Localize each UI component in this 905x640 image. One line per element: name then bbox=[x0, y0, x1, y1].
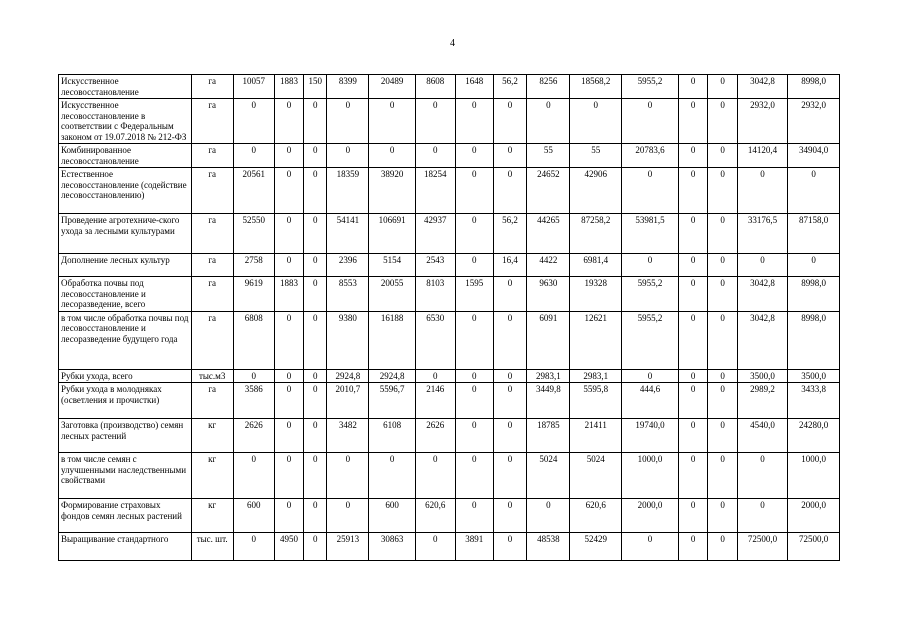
table-cell: 0 bbox=[233, 144, 274, 168]
table-cell: 0 bbox=[415, 453, 455, 499]
table-cell: 8553 bbox=[327, 277, 369, 312]
table-cell: 8256 bbox=[527, 75, 570, 99]
row-label: Естественное лесовосстановление (содействие лесовосстановлению) bbox=[59, 168, 192, 214]
table-row bbox=[59, 168, 840, 214]
table-cell: 19740,0 bbox=[622, 419, 679, 453]
row-label: Рубки ухода, всего bbox=[59, 369, 192, 383]
table-cell: 620,6 bbox=[415, 499, 455, 533]
table-row bbox=[59, 533, 840, 561]
table-cell: 0 bbox=[493, 99, 527, 144]
row-unit: кг bbox=[191, 419, 233, 453]
row-unit: га bbox=[191, 144, 233, 168]
table-cell: 20783,6 bbox=[622, 144, 679, 168]
table-row bbox=[59, 369, 840, 383]
table-cell: 2924,8 bbox=[369, 369, 415, 383]
row-label: Проведение агротехниче-ского ухода за лесными культурами bbox=[59, 214, 192, 254]
table-cell: 5024 bbox=[527, 453, 570, 499]
table-cell: 2983,1 bbox=[527, 369, 570, 383]
row-label: Формирование страховых фондов семян лесных растений bbox=[59, 499, 192, 533]
table-cell: 0 bbox=[455, 369, 493, 383]
table-cell: 53981,5 bbox=[622, 214, 679, 254]
table-cell: 0 bbox=[274, 311, 303, 369]
row-unit: га bbox=[191, 254, 233, 277]
table-cell: 5955,2 bbox=[622, 277, 679, 312]
row-label: в том числе семян с улучшенными наследственными свойствами bbox=[59, 453, 192, 499]
row-label: в том числе обработка почвы под лесовосстановление и лесоразведение будущего года bbox=[59, 311, 192, 369]
table-cell: 10057 bbox=[233, 75, 274, 99]
table-cell: 9619 bbox=[233, 277, 274, 312]
table-cell: 4422 bbox=[527, 254, 570, 277]
table-cell: 1883 bbox=[274, 75, 303, 99]
table-cell: 444,6 bbox=[622, 383, 679, 419]
table-cell: 0 bbox=[304, 99, 327, 144]
table-cell: 0 bbox=[737, 453, 788, 499]
table-cell: 0 bbox=[708, 533, 737, 561]
table-cell: 30863 bbox=[369, 533, 415, 561]
table-cell: 72500,0 bbox=[737, 533, 788, 561]
table-cell: 0 bbox=[455, 99, 493, 144]
table-cell: 20489 bbox=[369, 75, 415, 99]
table-cell: 0 bbox=[304, 144, 327, 168]
table-cell: 0 bbox=[274, 168, 303, 214]
row-unit: га bbox=[191, 277, 233, 312]
table-cell: 5955,2 bbox=[622, 75, 679, 99]
table-cell: 150 bbox=[304, 75, 327, 99]
table-cell: 0 bbox=[678, 453, 707, 499]
table-cell: 0 bbox=[622, 254, 679, 277]
table-cell: 5024 bbox=[570, 453, 622, 499]
table-cell: 0 bbox=[678, 99, 707, 144]
table-cell: 0 bbox=[415, 369, 455, 383]
table-cell: 0 bbox=[570, 99, 622, 144]
table-row bbox=[59, 311, 840, 369]
table-cell: 6091 bbox=[527, 311, 570, 369]
table-cell: 0 bbox=[304, 453, 327, 499]
table-cell: 0 bbox=[274, 144, 303, 168]
table-cell: 2010,7 bbox=[327, 383, 369, 419]
table-cell: 2543 bbox=[415, 254, 455, 277]
table-cell: 55 bbox=[570, 144, 622, 168]
table-cell: 0 bbox=[369, 144, 415, 168]
table-cell: 2758 bbox=[233, 254, 274, 277]
table-cell: 0 bbox=[708, 311, 737, 369]
table-cell: 6530 bbox=[415, 311, 455, 369]
table-cell: 0 bbox=[455, 168, 493, 214]
table-cell: 0 bbox=[527, 99, 570, 144]
table-cell: 0 bbox=[455, 383, 493, 419]
table-cell: 0 bbox=[622, 168, 679, 214]
table-cell: 0 bbox=[493, 144, 527, 168]
table-cell: 8608 bbox=[415, 75, 455, 99]
table-cell: 8998,0 bbox=[788, 75, 840, 99]
table-cell: 2146 bbox=[415, 383, 455, 419]
table-cell: 0 bbox=[327, 99, 369, 144]
table-cell: 3500,0 bbox=[737, 369, 788, 383]
table-cell: 42937 bbox=[415, 214, 455, 254]
table-cell: 0 bbox=[788, 168, 840, 214]
table-cell: 0 bbox=[493, 277, 527, 312]
table-cell: 0 bbox=[304, 254, 327, 277]
table-cell: 3042,8 bbox=[737, 277, 788, 312]
table-cell: 620,6 bbox=[570, 499, 622, 533]
table-cell: 6808 bbox=[233, 311, 274, 369]
table-cell: 18359 bbox=[327, 168, 369, 214]
table-row bbox=[59, 214, 840, 254]
table-cell: 0 bbox=[304, 168, 327, 214]
table-cell: 0 bbox=[622, 99, 679, 144]
table-cell: 0 bbox=[233, 369, 274, 383]
table-cell: 0 bbox=[708, 144, 737, 168]
table-cell: 14120,4 bbox=[737, 144, 788, 168]
table-cell: 0 bbox=[455, 419, 493, 453]
table-cell: 0 bbox=[233, 533, 274, 561]
table-cell: 0 bbox=[327, 144, 369, 168]
table-cell: 8998,0 bbox=[788, 311, 840, 369]
table-cell: 44265 bbox=[527, 214, 570, 254]
table-cell: 9380 bbox=[327, 311, 369, 369]
table-cell: 0 bbox=[493, 168, 527, 214]
table-cell: 2989,2 bbox=[737, 383, 788, 419]
table-cell: 19328 bbox=[570, 277, 622, 312]
table-cell: 0 bbox=[455, 453, 493, 499]
table-cell: 0 bbox=[455, 499, 493, 533]
row-label: Искусственное лесовосстановление bbox=[59, 75, 192, 99]
table-cell: 8399 bbox=[327, 75, 369, 99]
table-cell: 0 bbox=[274, 419, 303, 453]
table-cell: 6108 bbox=[369, 419, 415, 453]
table-cell: 21411 bbox=[570, 419, 622, 453]
row-unit: га bbox=[191, 383, 233, 419]
table-cell: 54141 bbox=[327, 214, 369, 254]
table-cell: 0 bbox=[304, 311, 327, 369]
table-cell: 0 bbox=[274, 214, 303, 254]
table-cell: 0 bbox=[415, 533, 455, 561]
table-cell: 1000,0 bbox=[622, 453, 679, 499]
table-cell: 0 bbox=[493, 499, 527, 533]
table-cell: 0 bbox=[274, 369, 303, 383]
table-cell: 18254 bbox=[415, 168, 455, 214]
table-cell: 0 bbox=[304, 499, 327, 533]
table-cell: 0 bbox=[455, 144, 493, 168]
table-cell: 3449,8 bbox=[527, 383, 570, 419]
table-cell: 0 bbox=[415, 99, 455, 144]
table-cell: 0 bbox=[708, 499, 737, 533]
table-cell: 0 bbox=[788, 254, 840, 277]
table-cell: 0 bbox=[678, 383, 707, 419]
table-cell: 0 bbox=[737, 168, 788, 214]
row-unit: тыс. шт. bbox=[191, 533, 233, 561]
table-cell: 0 bbox=[708, 168, 737, 214]
table-cell: 0 bbox=[233, 453, 274, 499]
table-cell: 16,4 bbox=[493, 254, 527, 277]
table-cell: 0 bbox=[493, 369, 527, 383]
row-label: Выращивание стандартного bbox=[59, 533, 192, 561]
table-cell: 0 bbox=[327, 499, 369, 533]
table-cell: 5955,2 bbox=[622, 311, 679, 369]
table-cell: 0 bbox=[274, 453, 303, 499]
table-cell: 0 bbox=[304, 419, 327, 453]
table-cell: 1595 bbox=[455, 277, 493, 312]
table-cell: 5595,8 bbox=[570, 383, 622, 419]
table-cell: 0 bbox=[737, 254, 788, 277]
table-cell: 4950 bbox=[274, 533, 303, 561]
table-cell: 18568,2 bbox=[570, 75, 622, 99]
table-cell: 87258,2 bbox=[570, 214, 622, 254]
table-cell: 0 bbox=[737, 499, 788, 533]
table-cell: 3891 bbox=[455, 533, 493, 561]
row-label: Искусственное лесовосстановление в соответствии с Федеральным законом от 19.07.2018 № 212-ФЗ bbox=[59, 99, 192, 144]
table-cell: 0 bbox=[622, 533, 679, 561]
table-row bbox=[59, 277, 840, 312]
table-cell: 52429 bbox=[570, 533, 622, 561]
table-cell: 1883 bbox=[274, 277, 303, 312]
table-cell: 0 bbox=[678, 277, 707, 312]
table-cell: 2396 bbox=[327, 254, 369, 277]
table-cell: 1648 bbox=[455, 75, 493, 99]
table-cell: 1000,0 bbox=[788, 453, 840, 499]
table-cell: 0 bbox=[327, 453, 369, 499]
table-cell: 9630 bbox=[527, 277, 570, 312]
table-cell: 0 bbox=[455, 311, 493, 369]
table-cell: 0 bbox=[493, 383, 527, 419]
row-label: Рубки ухода в молодняках (осветления и прочистки) bbox=[59, 383, 192, 419]
table-cell: 600 bbox=[233, 499, 274, 533]
row-unit: га bbox=[191, 75, 233, 99]
table-cell: 0 bbox=[233, 99, 274, 144]
table-cell: 3433,8 bbox=[788, 383, 840, 419]
table-cell: 5154 bbox=[369, 254, 415, 277]
table-cell: 0 bbox=[678, 533, 707, 561]
table-cell: 0 bbox=[708, 214, 737, 254]
table-cell: 0 bbox=[274, 254, 303, 277]
row-label: Комбинированное лесовосстановление bbox=[59, 144, 192, 168]
table-cell: 3482 bbox=[327, 419, 369, 453]
table-cell: 24280,0 bbox=[788, 419, 840, 453]
table-cell: 0 bbox=[678, 254, 707, 277]
table-cell: 2983,1 bbox=[570, 369, 622, 383]
table-cell: 0 bbox=[369, 99, 415, 144]
table-row bbox=[59, 75, 840, 99]
table-cell: 52550 bbox=[233, 214, 274, 254]
table-cell: 25913 bbox=[327, 533, 369, 561]
table-cell: 2626 bbox=[233, 419, 274, 453]
table-cell: 12621 bbox=[570, 311, 622, 369]
page-number: 4 bbox=[450, 38, 455, 49]
table-cell: 0 bbox=[678, 369, 707, 383]
table-cell: 0 bbox=[622, 369, 679, 383]
table-cell: 0 bbox=[493, 453, 527, 499]
table-row bbox=[59, 99, 840, 144]
table-cell: 0 bbox=[708, 254, 737, 277]
table-cell: 0 bbox=[678, 168, 707, 214]
table-row bbox=[59, 383, 840, 419]
table-cell: 0 bbox=[678, 144, 707, 168]
table-cell: 42906 bbox=[570, 168, 622, 214]
table-cell: 4540,0 bbox=[737, 419, 788, 453]
table-cell: 38920 bbox=[369, 168, 415, 214]
row-unit: га bbox=[191, 99, 233, 144]
table-cell: 3042,8 bbox=[737, 75, 788, 99]
table-cell: 18785 bbox=[527, 419, 570, 453]
table-cell: 56,2 bbox=[493, 75, 527, 99]
table-cell: 5596,7 bbox=[369, 383, 415, 419]
table-cell: 20055 bbox=[369, 277, 415, 312]
table-cell: 0 bbox=[493, 311, 527, 369]
table-cell: 0 bbox=[304, 277, 327, 312]
table-cell: 0 bbox=[708, 453, 737, 499]
table-cell: 2932,0 bbox=[788, 99, 840, 144]
table-cell: 34904,0 bbox=[788, 144, 840, 168]
table-cell: 0 bbox=[708, 99, 737, 144]
table-cell: 0 bbox=[369, 453, 415, 499]
table-cell: 600 bbox=[369, 499, 415, 533]
table-cell: 0 bbox=[678, 75, 707, 99]
table-cell: 0 bbox=[708, 419, 737, 453]
row-label: Дополнение лесных культур bbox=[59, 254, 192, 277]
table-cell: 8998,0 bbox=[788, 277, 840, 312]
table-cell: 0 bbox=[274, 499, 303, 533]
table-cell: 0 bbox=[304, 383, 327, 419]
table-cell: 55 bbox=[527, 144, 570, 168]
table-cell: 3042,8 bbox=[737, 311, 788, 369]
table-row bbox=[59, 419, 840, 453]
row-unit: кг bbox=[191, 453, 233, 499]
table-cell: 87158,0 bbox=[788, 214, 840, 254]
row-unit: тыс.м3 bbox=[191, 369, 233, 383]
table-cell: 48538 bbox=[527, 533, 570, 561]
table-cell: 2924,8 bbox=[327, 369, 369, 383]
table-cell: 0 bbox=[678, 311, 707, 369]
table-cell: 0 bbox=[708, 383, 737, 419]
table-cell: 0 bbox=[678, 419, 707, 453]
table-cell: 0 bbox=[455, 214, 493, 254]
row-unit: га bbox=[191, 168, 233, 214]
row-label: Обработка почвы под лесовосстановление и лесоразведение, всего bbox=[59, 277, 192, 312]
table-cell: 0 bbox=[415, 144, 455, 168]
table-cell: 33176,5 bbox=[737, 214, 788, 254]
table-cell: 0 bbox=[455, 254, 493, 277]
table-cell: 0 bbox=[678, 499, 707, 533]
table-row bbox=[59, 144, 840, 168]
table-cell: 0 bbox=[708, 369, 737, 383]
table-cell: 8103 bbox=[415, 277, 455, 312]
table-cell: 0 bbox=[304, 214, 327, 254]
table-row bbox=[59, 499, 840, 533]
table-cell: 2626 bbox=[415, 419, 455, 453]
table-cell: 72500,0 bbox=[788, 533, 840, 561]
table-cell: 20561 bbox=[233, 168, 274, 214]
data-table bbox=[58, 74, 840, 561]
table-cell: 2000,0 bbox=[788, 499, 840, 533]
table-cell: 0 bbox=[493, 533, 527, 561]
row-unit: га bbox=[191, 214, 233, 254]
table-cell: 3586 bbox=[233, 383, 274, 419]
table-cell: 0 bbox=[708, 277, 737, 312]
table-cell: 0 bbox=[678, 214, 707, 254]
table-cell: 24652 bbox=[527, 168, 570, 214]
table-cell: 106691 bbox=[369, 214, 415, 254]
table-cell: 0 bbox=[527, 499, 570, 533]
table-cell: 6981,4 bbox=[570, 254, 622, 277]
table-cell: 0 bbox=[304, 369, 327, 383]
row-unit: га bbox=[191, 311, 233, 369]
table-cell: 56,2 bbox=[493, 214, 527, 254]
table-row bbox=[59, 254, 840, 277]
row-label: Заготовка (производство) семян лесных растений bbox=[59, 419, 192, 453]
table-cell: 3500,0 bbox=[788, 369, 840, 383]
table-cell: 0 bbox=[274, 99, 303, 144]
table-cell: 0 bbox=[304, 533, 327, 561]
table-row bbox=[59, 453, 840, 499]
table-cell: 0 bbox=[493, 419, 527, 453]
table-cell: 2000,0 bbox=[622, 499, 679, 533]
table-cell: 2932,0 bbox=[737, 99, 788, 144]
row-unit: кг bbox=[191, 499, 233, 533]
table-cell: 0 bbox=[708, 75, 737, 99]
table-cell: 16188 bbox=[369, 311, 415, 369]
table-cell: 0 bbox=[274, 383, 303, 419]
